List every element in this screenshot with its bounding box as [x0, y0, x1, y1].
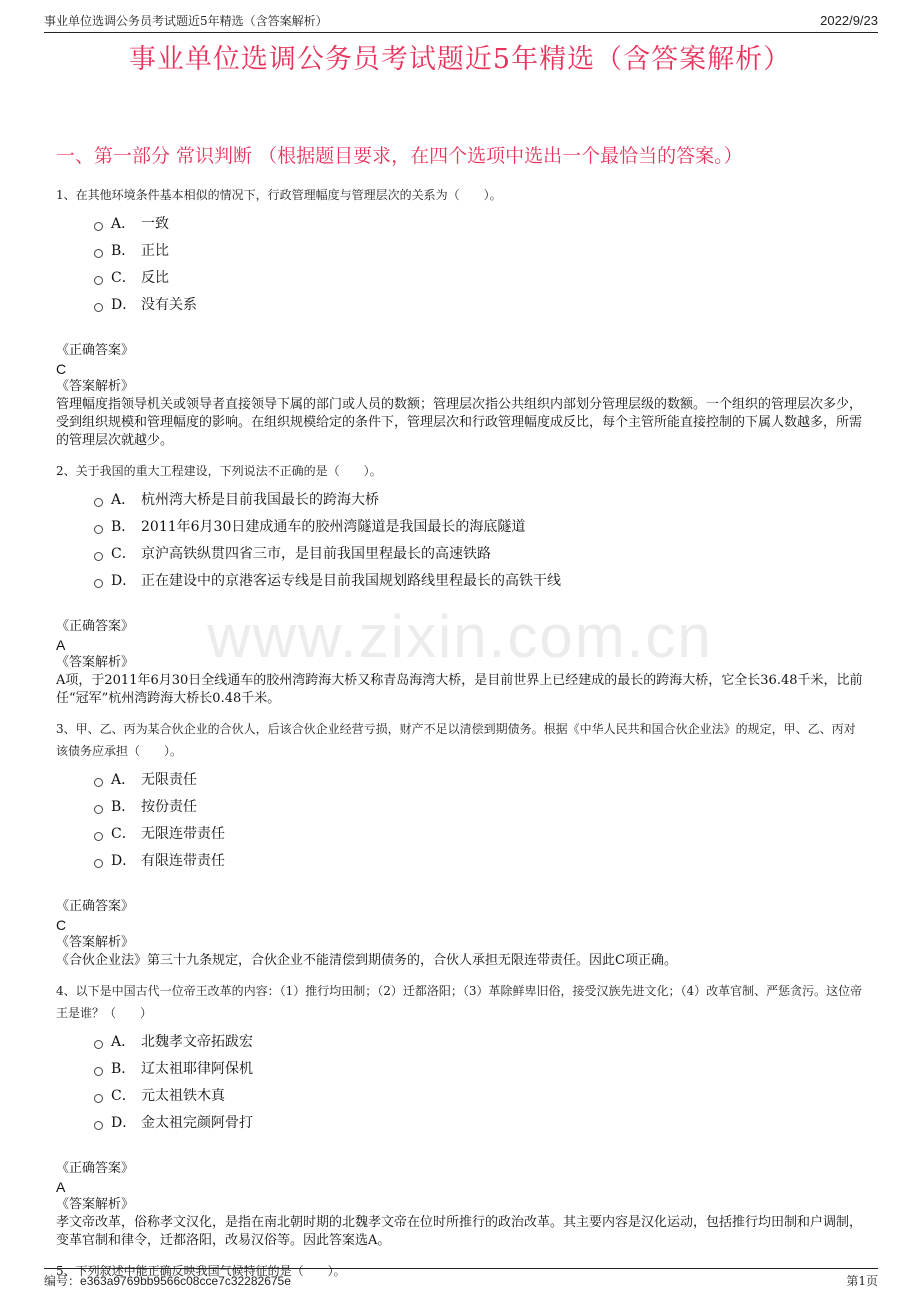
page-number: 第1页 [846, 1274, 878, 1288]
option-b[interactable] [94, 512, 864, 539]
radio-icon[interactable] [94, 249, 103, 258]
option-a[interactable] [94, 209, 864, 236]
explanation-text: A项，于2011年6月30日全线通车的胶州湾跨海大桥又称青岛海湾大桥，是目前世界上已经建成的最长的跨海大桥，它全长36.48千米，比前任“冠军”杭州湾跨海大桥长0.48千米。 [56, 673, 863, 706]
question-list [56, 184, 864, 1292]
option-letter: B． [111, 518, 136, 535]
option-text: 金太祖完颜阿骨打 [141, 1114, 253, 1131]
radio-icon[interactable] [94, 1094, 103, 1103]
option-text: 杭州湾大桥是目前我国最长的跨海大桥 [141, 491, 379, 508]
radio-icon[interactable] [94, 525, 103, 534]
document-title: 事业单位选调公务员考试题近5年精选（含答案解析） [128, 44, 792, 75]
option-c[interactable] [94, 539, 864, 566]
option-text: 正在建设中的京港客运专线是目前我国规划路线里程最长的高铁干线 [141, 572, 561, 589]
question-stem: 4、以下是中国古代一位帝王改革的内容：（1）推行均田制；（2）迁都洛阳；（3）革除鲜卑旧俗，接受汉族先进文化；（4）改革官制、严惩贪污。这位帝王是谁？（ ） [56, 984, 863, 1020]
option-list [94, 209, 864, 317]
option-letter: A． [111, 215, 136, 232]
answer-value: C [56, 917, 67, 933]
option-letter: C． [111, 545, 136, 562]
explanation-label: 《答案解析》 [56, 1197, 135, 1212]
option-letter: A． [111, 1033, 136, 1050]
question-stem: 2、关于我国的重大工程建设，下列说法不正确的是（ ）。 [56, 464, 382, 478]
answer-block [56, 342, 864, 450]
option-d[interactable] [94, 566, 864, 593]
option-text: 一致 [141, 215, 169, 232]
option-letter: D． [111, 572, 137, 589]
option-text: 元太祖铁木真 [141, 1087, 225, 1104]
option-d[interactable] [94, 1108, 864, 1135]
option-letter: C． [111, 1087, 136, 1104]
document-code-value: e363a9769bb9566c08cce7c32282675e [80, 1274, 291, 1288]
question-stem: 1、在其他环境条件基本相似的情况下，行政管理幅度与管理层次的关系为（ ）。 [56, 188, 502, 202]
page-footer [44, 1268, 878, 1293]
radio-icon[interactable] [94, 1067, 103, 1076]
option-text: 辽太祖耶律阿保机 [141, 1060, 253, 1077]
radio-icon[interactable] [94, 579, 103, 588]
radio-icon[interactable] [94, 832, 103, 841]
option-list [94, 1027, 864, 1135]
answer-label: 《正确答案》 [56, 343, 135, 358]
header-date: 2022/9/23 [820, 13, 878, 28]
option-text: 反比 [141, 269, 169, 286]
answer-label: 《正确答案》 [56, 1161, 135, 1176]
page-header [44, 10, 878, 33]
question-stem: 3、甲、乙、丙为某合伙企业的合伙人，后该合伙企业经营亏损，财产不足以清偿到期债务。根据《中华人民共和国合伙企业法》的规定，甲、乙、丙对该债务应承担（ ）。 [56, 722, 856, 758]
option-letter: C． [111, 269, 136, 286]
option-letter: C． [111, 825, 136, 842]
option-d[interactable] [94, 846, 864, 873]
radio-icon[interactable] [94, 498, 103, 507]
explanation-text: 管理幅度指领导机关或领导者直接领导下属的部门或人员的数额；管理层次指公共组织内部划分管理层级的数额。一个组织的管理层次多少，受到组织规模和管理幅度的影响。在组织规模给定的条件下，管理层次和行政管理幅度成反比，每个主管所能直接控制的下属人数越多，所需的管理层次就越少。 [56, 397, 863, 448]
option-letter: D． [111, 296, 137, 313]
answer-value: A [56, 637, 66, 653]
option-letter: D． [111, 852, 137, 869]
option-text: 2011年6月30日建成通车的胶州湾隧道是我国最长的海底隧道 [141, 518, 526, 535]
option-b[interactable] [94, 1054, 864, 1081]
answer-block [56, 898, 864, 970]
question-4 [56, 980, 864, 1250]
option-b[interactable] [94, 236, 864, 263]
question-1 [56, 184, 864, 450]
watermark: www.zixin.com.cn [207, 603, 713, 670]
header-doc-title: 事业单位选调公务员考试题近5年精选（含答案解析） [44, 14, 328, 28]
option-b[interactable] [94, 792, 864, 819]
option-text: 按份责任 [141, 798, 197, 815]
section-title: 一、第一部分 常识判断 （根据题目要求，在四个选项中选出一个最恰当的答案。） [56, 145, 743, 167]
option-text: 正比 [141, 242, 169, 259]
option-d[interactable] [94, 290, 864, 317]
option-letter: D． [111, 1114, 137, 1131]
radio-icon[interactable] [94, 859, 103, 868]
radio-icon[interactable] [94, 778, 103, 787]
option-text: 有限连带责任 [141, 852, 225, 869]
radio-icon[interactable] [94, 303, 103, 312]
explanation-label: 《答案解析》 [56, 935, 135, 950]
explanation-label: 《答案解析》 [56, 655, 135, 670]
answer-value: A [56, 1179, 66, 1195]
document-code-label: 编号： [44, 1274, 81, 1288]
radio-icon[interactable] [94, 805, 103, 814]
explanation-text: 孝文帝改革，俗称孝文汉化，是指在南北朝时期的北魏孝文帝在位时所推行的政治改革。其主要内容是汉化运动，包括推行均田制和户调制，变革官制和律令，迁都洛阳，改易汉俗等。因此答案选A。 [56, 1215, 863, 1248]
radio-icon[interactable] [94, 1040, 103, 1049]
option-list [94, 765, 864, 873]
option-text: 无限责任 [141, 771, 197, 788]
radio-icon[interactable] [94, 222, 103, 231]
document-code [44, 1270, 291, 1292]
radio-icon[interactable] [94, 276, 103, 285]
option-letter: B． [111, 242, 136, 259]
option-text: 北魏孝文帝拓跋宏 [141, 1033, 253, 1050]
option-letter: A． [111, 491, 136, 508]
answer-value: C [56, 361, 67, 377]
option-text: 没有关系 [141, 296, 197, 313]
option-letter: B． [111, 1060, 136, 1077]
answer-label: 《正确答案》 [56, 899, 135, 914]
explanation-label: 《答案解析》 [56, 379, 135, 394]
answer-block [56, 1160, 864, 1250]
option-c[interactable] [94, 1081, 864, 1108]
option-a[interactable] [94, 765, 864, 792]
option-letter: B． [111, 798, 136, 815]
option-c[interactable] [94, 263, 864, 290]
option-letter: A． [111, 771, 136, 788]
question-2 [56, 460, 864, 708]
question-stem: 5、下列叙述中能正确反映我国气候特征的是（ ）。 [56, 1264, 346, 1278]
radio-icon[interactable] [94, 1121, 103, 1130]
option-list [94, 485, 864, 593]
question-3 [56, 718, 864, 970]
radio-icon[interactable] [94, 552, 103, 561]
answer-label: 《正确答案》 [56, 619, 135, 634]
option-a[interactable] [94, 485, 864, 512]
answer-block [56, 618, 864, 708]
explanation-text: 《合伙企业法》第三十九条规定，合伙企业不能清偿到期债务的，合伙人承担无限连带责任。因此C项正确。 [56, 953, 677, 968]
option-c[interactable] [94, 819, 864, 846]
option-text: 京沪高铁纵贯四省三市，是目前我国里程最长的高速铁路 [141, 545, 491, 562]
option-a[interactable] [94, 1027, 864, 1054]
option-text: 无限连带责任 [141, 825, 225, 842]
